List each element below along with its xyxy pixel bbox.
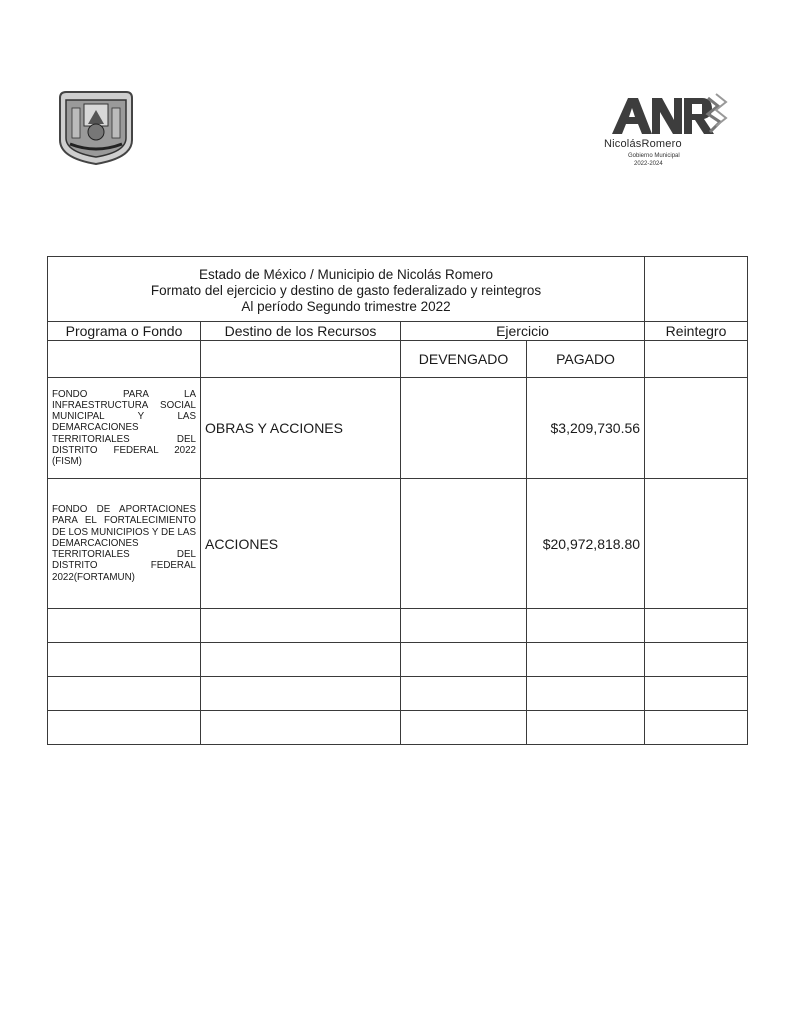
subheader-blank	[201, 341, 401, 378]
fondo-cell: FONDO PARA LA INFRAESTRUCTURA SOCIAL MUNICIPAL Y LAS DEMARCACIONES TERRITORIALES DEL DISTRITO FEDERAL 2022 (FISM)	[48, 378, 201, 479]
header-destino: Destino de los Recursos	[201, 322, 401, 341]
subheader-pagado: PAGADO	[527, 341, 645, 378]
destino-cell: ACCIONES	[201, 479, 401, 609]
subheader-devengado: DEVENGADO	[401, 341, 527, 378]
pagado-cell: $20,972,818.80	[527, 479, 645, 609]
title-blank-cell	[645, 257, 748, 322]
brand-name: NicolásRomero	[604, 138, 682, 150]
expense-report-table	[47, 256, 748, 745]
header-ejercicio: Ejercicio	[401, 322, 645, 341]
pagado-cell: $3,209,730.56	[527, 378, 645, 479]
brand-subtitle: Gobierno Municipal	[628, 153, 680, 159]
table-row	[48, 378, 748, 479]
anr-logo-icon	[598, 92, 730, 178]
empty-row	[48, 677, 748, 711]
subheader-blank	[645, 341, 748, 378]
header-reintegro: Reintegro	[645, 322, 748, 341]
devengado-cell	[401, 378, 527, 479]
destino-cell: OBRAS Y ACCIONES	[201, 378, 401, 479]
empty-row	[48, 711, 748, 745]
empty-row	[48, 643, 748, 677]
report-title-line3: Al período Segundo trimestre 2022	[241, 299, 451, 314]
fondo-cell: FONDO DE APORTACIONES PARA EL FORTALECIMIENTO DE LOS MUNICIPIOS Y DE LAS DEMARCACIONES TERRITORIALES DEL DISTRITO FEDERAL 2022(FORTAMUN)	[48, 479, 201, 609]
nicolas-romero-logo	[598, 92, 730, 178]
table-row	[48, 479, 748, 609]
reintegro-cell	[645, 378, 748, 479]
subheader-blank	[48, 341, 201, 378]
brand-period: 2022-2024	[634, 161, 663, 167]
report-title-line1: Estado de México / Municipio de Nicolás Romero	[198, 267, 494, 282]
header-programa: Programa o Fondo	[48, 322, 201, 341]
reintegro-cell	[645, 479, 748, 609]
report-title-line2: Formato del ejercicio y destino de gasto federalizado y reintegros	[150, 283, 542, 298]
report-title	[48, 257, 645, 322]
devengado-cell	[401, 479, 527, 609]
municipal-seal-icon	[54, 88, 138, 166]
empty-row	[48, 609, 748, 643]
